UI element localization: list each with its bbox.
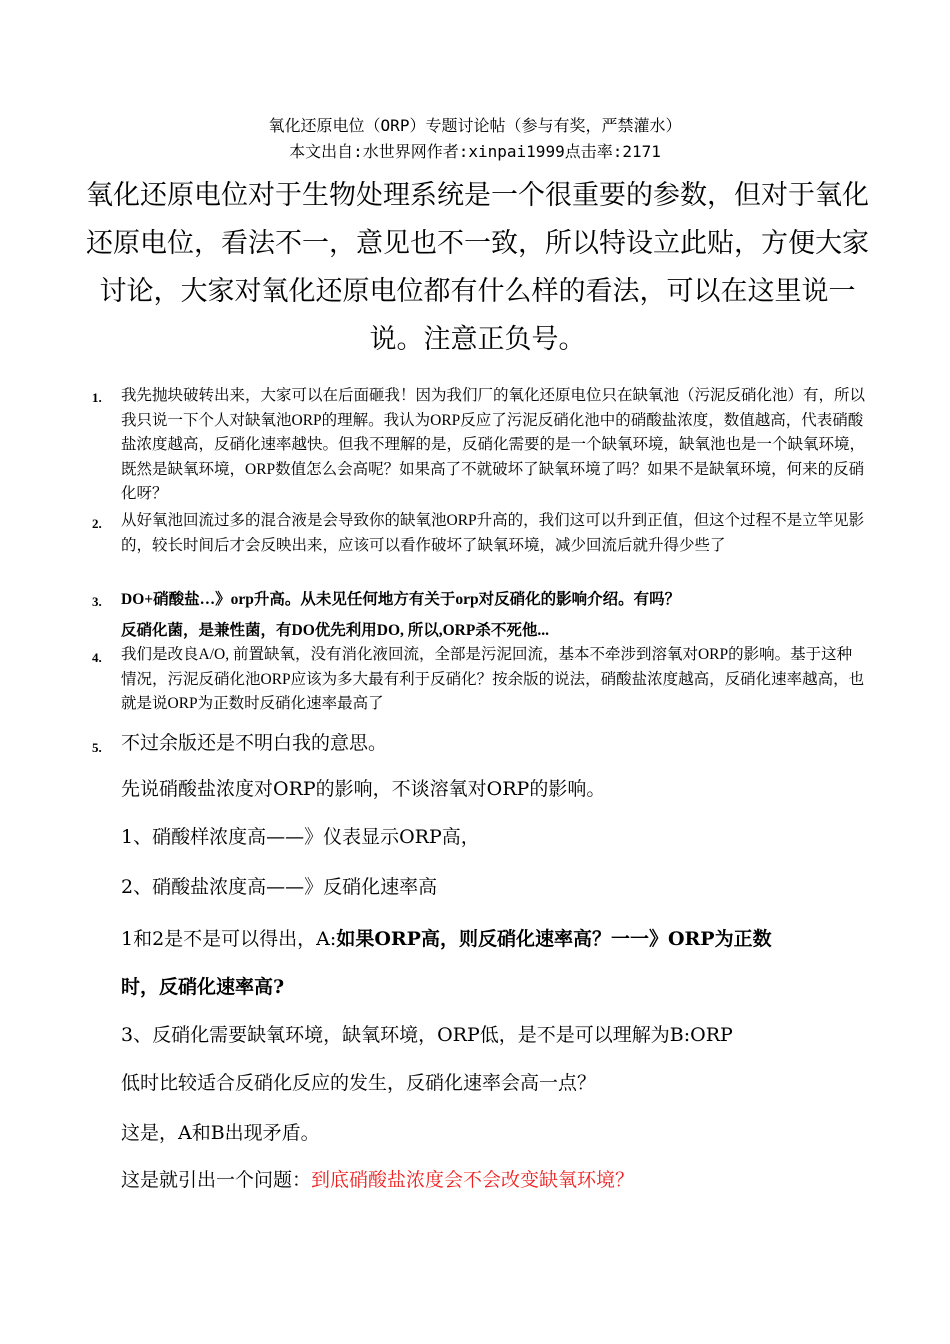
reply-5: 不过余版还是不明白我的意思。: [121, 732, 388, 754]
item-number-2: 2.: [92, 516, 102, 531]
reply-5-line-7: 低时比较适合反硝化反应的发生，反硝化速率会高一点？: [121, 1072, 597, 1094]
reply-5-line-8: 这是，A和B出现矛盾。: [121, 1122, 320, 1144]
reply-5-line-2: 1、硝酸样浓度高——》仪表显示ORP高，: [121, 826, 480, 848]
post-meta: 本文出自:水世界网作者:xinpai1999点击率:2171: [289, 142, 661, 161]
reply-5-line-3: 2、硝酸盐浓度高——》反硝化速率高: [121, 876, 438, 898]
reply-5-line-4: [121, 924, 866, 954]
reply-5-line-1: 先说硝酸盐浓度对ORP的影响，不谈溶氧对ORP的影响。: [121, 778, 606, 800]
item-number-5: 5.: [92, 740, 102, 755]
item-number-4: 4.: [92, 650, 102, 665]
reply-2: 从好氧池回流过多的混合液是会导致你的缺氧池ORP升高的，我们这可以升到正值，但这个过程不是立竿见影的，较长时间后才会反映出来，应该可以看作破坏了缺氧环境，减少回流后就升得少些了: [121, 512, 865, 554]
reply-5-line-6: 3、反硝化需要缺氧环境，缺氧环境，ORP低，是不是可以理解为B:ORP: [121, 1024, 733, 1046]
reply-5-line-9-normal: 这是就引出一个问题：: [121, 1169, 312, 1191]
item-number-3: 3.: [92, 594, 102, 609]
reply-5-line-9: [121, 1165, 866, 1195]
post-title: 氧化还原电位（ORP）专题讨论帖（参与有奖，严禁灌水）: [268, 116, 682, 135]
intro-paragraph: 氧化还原电位对于生物处理系统是一个很重要的参数，但对于氧化还原电位，看法不一，意见也不一致，所以特设立此贴，方便大家讨论，大家对氧化还原电位都有什么样的看法，可以在这里说一说。注意正负号。: [86, 180, 869, 355]
reply-1: 我先抛块破转出来，大家可以在后面砸我！因为我们厂的氧化还原电位只在缺氧池（污泥反硝化池）有，所以我只说一下个人对缺氧池ORP的理解。我认为ORP反应了污泥反硝化池中的硝酸盐浓度，数值越高，代表硝酸盐浓度越高，反硝化速率越快。但我不理解的是，反硝化需要的是一个缺氧环境，缺氧池也是一个缺氧环境，既然是缺氧环境，ORP数值怎么会高呢？如果高了不就破坏了缺氧环境了吗？如果不是缺氧环境，何来的反硝化呀？: [121, 387, 866, 502]
reply-4: 我们是改良A/O, 前置缺氧，没有消化液回流，全部是污泥回流，基本不牵涉到溶氧对ORP的影响。基于这种情况，污泥反硝化池ORP应该为多大最有利于反硝化？按余版的说法，硝酸盐浓度越高，反硝化速率越高，也就是说ORP为正数时反硝化速率最高了: [121, 646, 865, 712]
reply-5-line-4-normal: 1和2是不是可以得出，A:: [121, 928, 337, 950]
reply-5-line-5: 时，反硝化速率高?: [121, 976, 285, 998]
reply-3-extra: 反硝化菌，是兼性菌，有DO优先利用DO, 所以,ORP杀不死他...: [121, 622, 549, 639]
reply-5-line-4-bold: 如果ORP高，则反硝化速率高？一一》ORP为正数: [336, 928, 772, 950]
item-number-1: 1.: [92, 390, 102, 405]
reply-3: DO+硝酸盐…》orp升高。从未见任何地方有关于orp对反硝化的影响介绍。有吗？: [121, 591, 681, 608]
reply-5-question: 到底硝酸盐浓度会不会改变缺氧环境？: [311, 1169, 635, 1191]
